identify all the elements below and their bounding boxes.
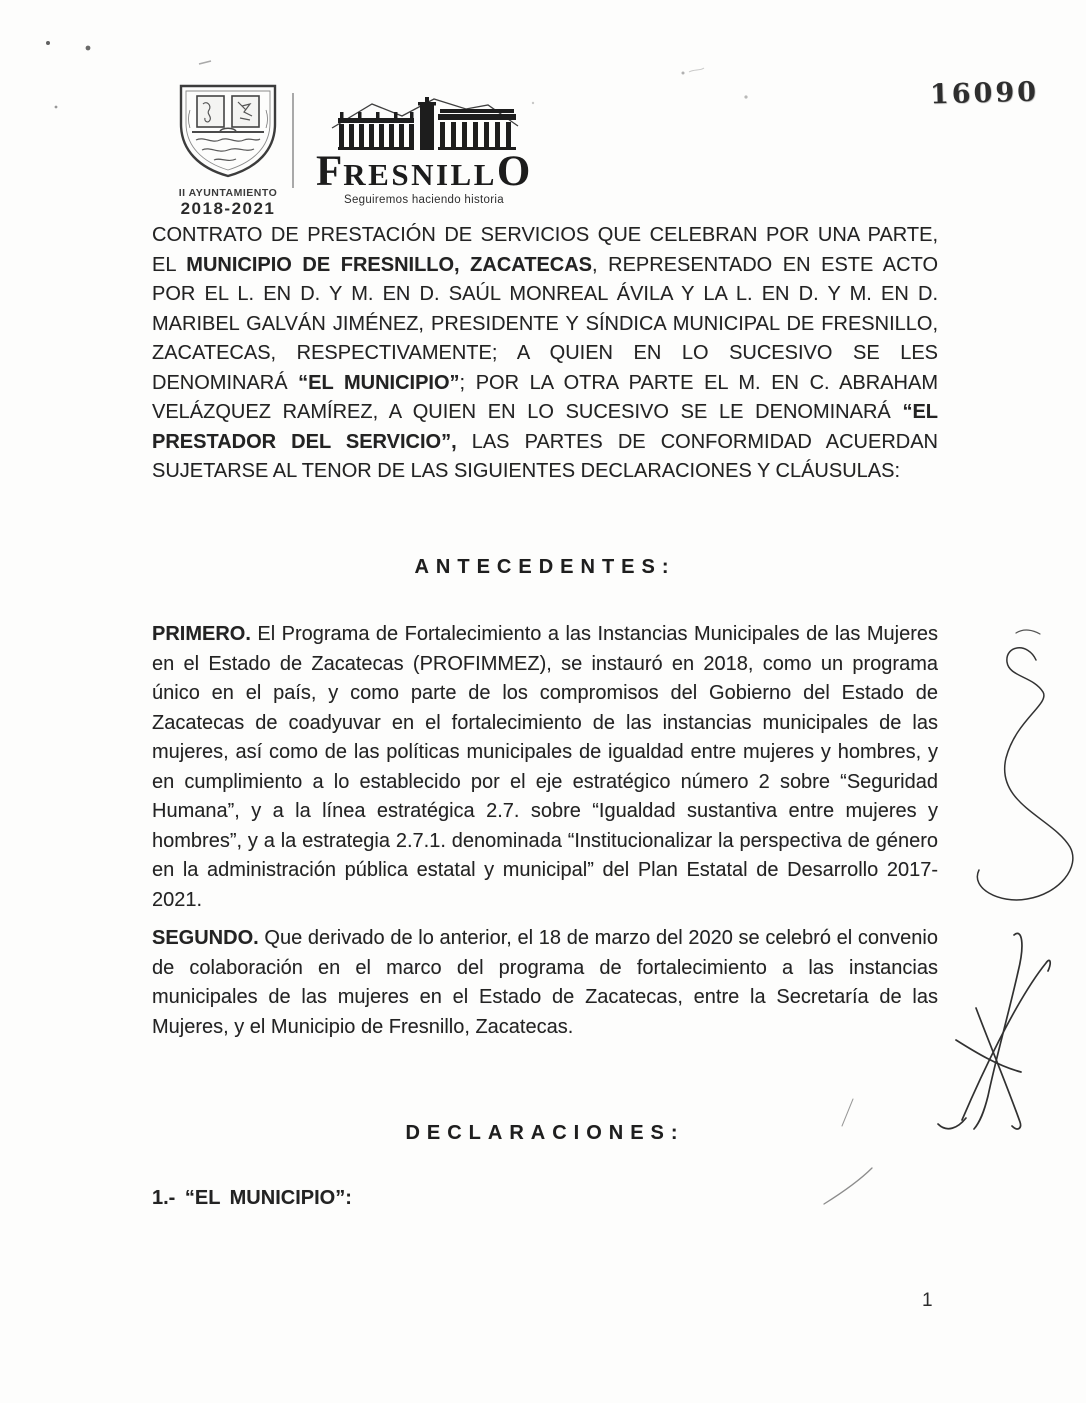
segundo-label: SEGUNDO. <box>152 927 259 949</box>
municipal-seal <box>166 80 290 219</box>
intro-seg-municipio-name: MUNICIPIO DE FRESNILLO, ZACATECAS <box>186 253 593 276</box>
handwritten-s-mark <box>977 648 1073 900</box>
wordmark-final: O <box>496 148 532 195</box>
page-number: 1 <box>922 1290 933 1311</box>
municipal-seal-icon <box>172 80 284 180</box>
header-divider <box>292 93 294 188</box>
segundo-paragraph <box>152 924 938 1042</box>
wordmark-initial: F <box>316 148 344 195</box>
handwritten-dash <box>1016 630 1040 634</box>
intro-seg-4: ; POR LA OTRA PARTE EL M. EN C. ABRAHAM VELÁZQUEZ RAMÍREZ, A QUIEN EN LO SUCESIVO SE LE DENOMINARÁ <box>152 371 939 423</box>
intro-seg-6: LAS PARTES DE CONFORMIDAD ACUERDAN SUJETARSE AL TENOR DE LAS SIGUIENTES DECLARACIONES Y CLÁUSULAS: <box>152 430 938 482</box>
declaraciones-heading: DECLARACIONES: <box>405 1122 685 1144</box>
intro-seg-prestador: “EL PRESTADOR DEL SERVICIO”, <box>152 401 938 453</box>
antecedentes-heading: ANTECEDENTES: <box>414 556 676 578</box>
fresnillo-building-icon <box>330 96 520 154</box>
handwritten-signature <box>938 933 1050 1129</box>
primero-text: El Programa de Fortalecimiento a las Instancias Municipales de las Mujeres en el Estado de Zacatecas (PROFIMMEZ), se instauró en 2018, como un programa único en el país, y como parte de los compromisos del Gobierno del Estado de Zacatecas de coadyuvar en el fortalecimiento de las instancias municipales de las mujeres, así como de las políticas municipales de igualdad entre mujeres y hombres, y en cumplimiento a lo establecido por el eje estratégico número 2 sobre “Seguridad Humana”, y a la línea estratégica 2.7. sobre “Igualdad sustantiva entre mujeres y hombres”, y a la estrategia 2.7.1. denominada “Institucionalizar la perspectiva de género en la administración pública estatal y municipal” del Plan Estatal de Desarrollo 2017-2021. <box>152 623 938 911</box>
fresnillo-wordmark <box>316 150 531 193</box>
intro-seg-2: , REPRESENTADO EN ESTE ACTO POR EL L. EN D. Y M. EN D. SAÚL MONREAL ÁVILA Y LA L. EN D. Y M. EN D. MARIBEL GALVÁN JIMÉNEZ, PRESIDENTE Y SÍNDICA MUNICIPAL DE FRESNILLO, ZACATECAS, RESPECTIVAMENTE; A QUIEN EN LO SUCESIVO SE LES DENOMINARÁ <box>152 253 938 394</box>
intro-seg-0: CONTRATO DE PRESTACIÓN DE SERVICIOS QUE CELEBRAN POR UNA PARTE, EL <box>152 224 938 276</box>
declaration-item-1: 1.- “EL MUNICIPIO”: <box>152 1187 352 1209</box>
segundo-text: Que derivado de lo anterior, el 18 de marzo del 2020 se celebró el convenio de colaboración en el marco del programa de fortalecimiento a las instancias municipales de las mujeres en el Estado de Zacatecas, entre la Secretaría de las Mujeres, y el Municipio de Fresnillo, Zacatecas. <box>152 927 938 1038</box>
primero-paragraph <box>152 620 938 915</box>
fresnillo-logo <box>316 96 531 206</box>
wordmark-middle: RESNILL <box>343 157 497 192</box>
fresnillo-tagline: Seguiremos haciendo historia <box>344 194 504 206</box>
seal-term-label: 2018-2021 <box>180 199 276 218</box>
intro-seg-el-municipio: “EL MUNICIPIO” <box>298 371 460 394</box>
seal-council-label: II AYUNTAMIENTO <box>178 187 278 199</box>
intro-paragraph <box>152 221 938 487</box>
primero-label: PRIMERO. <box>152 623 251 645</box>
folio-stamp: 16090 <box>929 76 1040 111</box>
